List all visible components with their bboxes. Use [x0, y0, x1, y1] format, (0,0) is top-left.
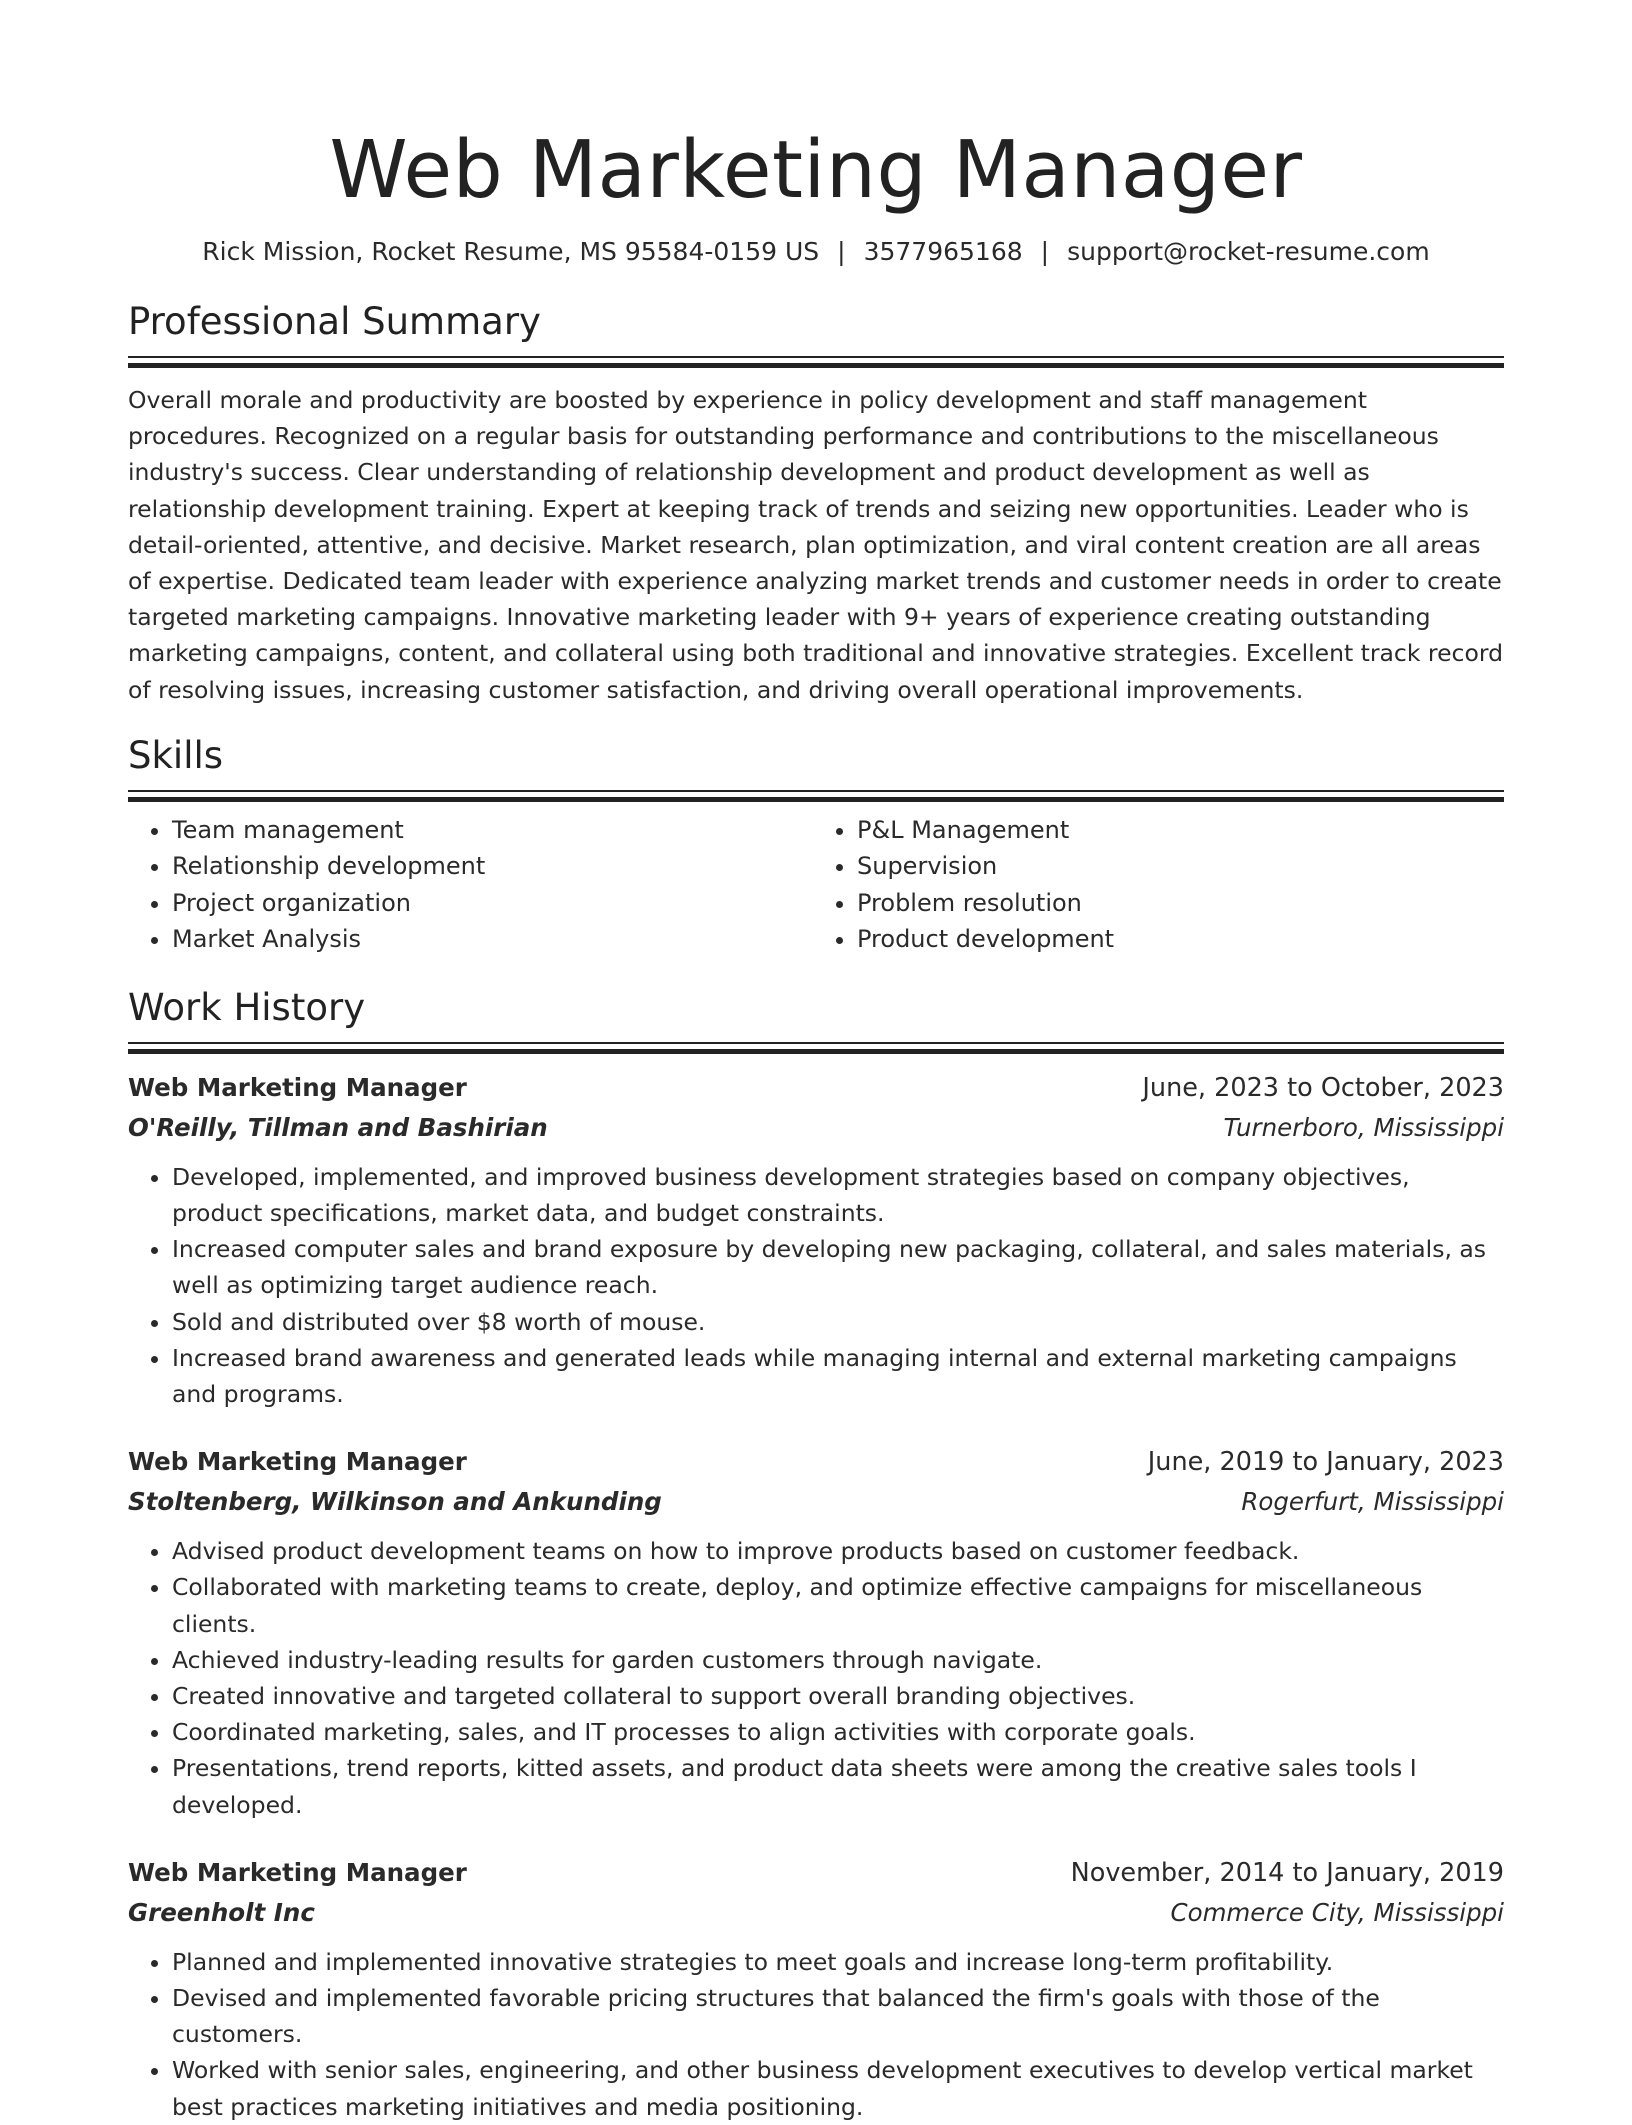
skills-section [128, 732, 1504, 958]
section-divider [128, 1042, 1504, 1054]
summary-heading: Professional Summary [128, 300, 541, 343]
job-bullet: • Advised product development teams on how to improve products based on customer feedback. [172, 1533, 1504, 1569]
job-entry [128, 1853, 1504, 2125]
skill-item: • Problem resolution [857, 885, 1504, 922]
contact-line [128, 236, 1504, 268]
job-bullets [128, 1159, 1504, 1412]
contact-email: support@rocket-resume.com [1067, 237, 1430, 266]
job-header-row [128, 1442, 1504, 1482]
skill-item: • Product development [857, 921, 1504, 958]
resume-page [128, 0, 1504, 2125]
job-entry [128, 1442, 1504, 1823]
job-location: Turnerboro, Mississippi [1223, 1112, 1504, 1142]
job-bullet: • Developed, implemented, and improved business development strategies based on company objectives, product specifications, market data, and budget constraints. [172, 1159, 1504, 1231]
resume-title: Web Marketing Manager [329, 124, 1303, 216]
job-bullet: • Increased brand awareness and generated leads while managing internal and external marketing campaigns and programs. [172, 1340, 1504, 1412]
job-bullets [128, 1533, 1504, 1823]
job-bullet: • Created innovative and targeted collateral to support overall branding objectives. [172, 1678, 1504, 1714]
job-dates: June, 2019 to January, 2023 [1147, 1447, 1504, 1478]
job-subheader-row [128, 1893, 1504, 1933]
job-bullet: • Sold and distributed over $8 worth of mouse. [172, 1304, 1504, 1340]
skill-item: • Team management [172, 812, 819, 849]
job-bullet: • Increased computer sales and brand exposure by developing new packaging, collateral, and sales materials, as well as optimizing target audience reach. [172, 1231, 1504, 1303]
skill-item: • Supervision [857, 848, 1504, 885]
job-bullets [128, 1944, 1504, 2125]
job-bullet: • Presentations, trend reports, kitted assets, and product data sheets were among the creative sales tools I developed. [172, 1750, 1504, 1822]
summary-text: Overall morale and productivity are boosted by experience in policy development and staff management procedures. Recognized on a regular basis for outstanding performance and contributions to the miscellaneous industry's success. Clear understanding of relationship development and product development as well as relationship development training. Expert at keeping track of trends and seizing new opportunities. Leader who is detail-oriented, attentive, and decisive. Market research, plan optimization, and viral content creation are all areas of expertise. Dedicated team leader with experience analyzing market trends and customer needs in order to create targeted marketing campaigns. Innovative marketing leader with 9+ years of experience creating outstanding marketing campaigns, content, and collateral using both traditional and innovative strategies. Excellent track record of resolving issues, increasing customer satisfaction, and driving overall operational improvements. [128, 386, 1504, 704]
job-bullet: • Coordinated marketing, sales, and IT processes to align activities with corporate goals. [172, 1714, 1504, 1750]
skill-item: • Market Analysis [172, 921, 819, 958]
summary-section [128, 298, 1504, 708]
skill-item: • Relationship development [172, 848, 819, 885]
skill-item: • Project organization [172, 885, 819, 922]
job-bullet: • Achieved industry-leading results for garden customers through navigate. [172, 1642, 1504, 1678]
work-history-heading: Work History [128, 985, 366, 1029]
job-bullet: • Worked with senior sales, engineering, and other business development executives to develop vertical market best practices marketing initiatives and media positioning. [172, 2052, 1504, 2124]
job-bullet: • Devised and implemented favorable pricing structures that balanced the firm's goals with those of the customers. [172, 1980, 1504, 2052]
job-company: Greenholt Inc [128, 1897, 315, 1927]
skills-list [128, 812, 1504, 958]
contact-separator: | [837, 237, 846, 266]
job-title: Web Marketing Manager [128, 1072, 467, 1102]
section-divider [128, 356, 1504, 368]
job-bullet: • Planned and implemented innovative strategies to meet goals and increase long-term profitability. [172, 1944, 1504, 1980]
contact-phone: 3577965168 [863, 237, 1023, 266]
job-subheader-row [128, 1108, 1504, 1148]
job-bullet: • Collaborated with marketing teams to create, deploy, and optimize effective campaigns for miscellaneous clients. [172, 1569, 1504, 1641]
job-dates: November, 2014 to January, 2019 [1070, 1857, 1504, 1888]
job-entry [128, 1068, 1504, 1412]
job-company: Stoltenberg, Wilkinson and Ankunding [128, 1487, 662, 1517]
job-header-row [128, 1853, 1504, 1893]
contact-address: Rick Mission, Rocket Resume, MS 95584-0159 US [202, 237, 820, 266]
job-location: Commerce City, Mississippi [1170, 1897, 1504, 1927]
skills-column-right [819, 812, 1504, 958]
job-title: Web Marketing Manager [128, 1447, 467, 1477]
job-company: O'Reilly, Tillman and Bashirian [128, 1112, 548, 1142]
job-location: Rogerfurt, Mississippi [1241, 1487, 1504, 1517]
job-title: Web Marketing Manager [128, 1857, 467, 1887]
job-header-row [128, 1068, 1504, 1108]
skills-column-left [128, 812, 819, 958]
job-subheader-row [128, 1482, 1504, 1522]
work-history-section [128, 984, 1504, 2125]
job-dates: June, 2023 to October, 2023 [1142, 1072, 1504, 1103]
contact-separator: | [1040, 237, 1050, 266]
section-divider [128, 790, 1504, 802]
skills-heading: Skills [128, 733, 224, 777]
skill-item: • P&L Management [857, 812, 1504, 849]
